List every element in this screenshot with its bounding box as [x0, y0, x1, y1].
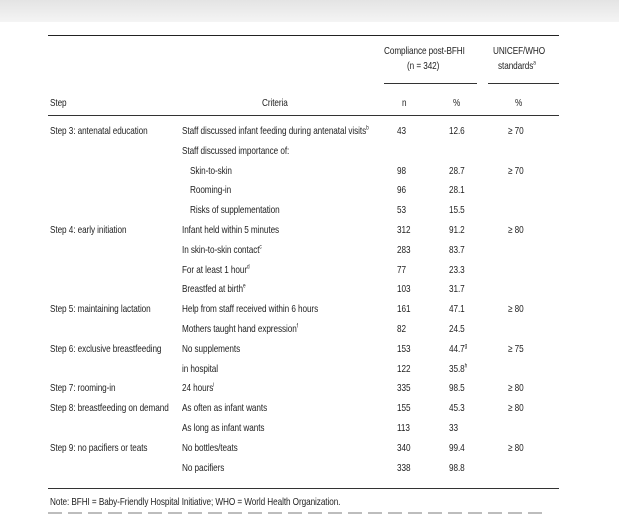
pct-cell-text: 23.3 — [449, 263, 465, 276]
std-cell — [508, 125, 524, 137]
n-cell-text: 122 — [397, 362, 411, 375]
n-cell-text: 340 — [397, 441, 411, 454]
criteria-cell-text: Staff discussed infant feeding during antenatal visits — [182, 125, 367, 137]
compliance-group-rule — [384, 83, 477, 84]
n-cell — [397, 343, 410, 355]
pct-cell-text: 91.2 — [449, 224, 465, 236]
pct-cell — [449, 363, 467, 375]
std-cell — [508, 224, 524, 236]
n-cell — [397, 184, 406, 196]
pct-cell — [449, 224, 465, 236]
criteria-cell-text: As long as infant wants — [182, 422, 265, 434]
n-cell — [397, 323, 406, 335]
footnote-mark: e — [242, 283, 246, 290]
std-cell-text: ≥ 80 — [508, 441, 524, 454]
pct-cell-text: 15.5 — [449, 204, 465, 217]
n-cell-text: 103 — [397, 283, 411, 296]
col-header-n: n — [402, 97, 407, 109]
criteria-cell-text: Breastfed at birth — [182, 283, 243, 296]
table-note: Note: BFHI = Baby-Friendly Hospital Initiative; WHO = World Health Organization. — [50, 496, 341, 508]
criteria-cell — [182, 303, 318, 315]
criteria-cell-text: in hospital — [182, 362, 219, 375]
pct-cell — [449, 283, 465, 295]
step-cell-text: Step 8: breastfeeding on demand — [50, 402, 169, 415]
step-cell — [50, 343, 161, 355]
step-cell-text: Step 3: antenatal education — [50, 125, 148, 137]
unicef-standards-header — [498, 60, 536, 72]
std-cell — [508, 165, 524, 177]
criteria-cell-text: No supplements — [182, 342, 241, 355]
pct-cell-text: 28.1 — [449, 184, 465, 197]
compliance-n-header — [407, 60, 439, 72]
pct-cell — [449, 343, 467, 355]
criteria-cell-text: Rooming-in — [190, 184, 232, 197]
step-cell-text: Step 4: early initiation — [50, 224, 127, 236]
criteria-cell-text: Risks of supplementation — [190, 204, 280, 217]
n-cell-text: 312 — [397, 224, 411, 236]
n-cell — [397, 204, 406, 216]
col-header-criteria: Criteria — [262, 97, 288, 109]
criteria-cell-text: Mothers taught hand expression — [182, 323, 297, 335]
criteria-cell — [190, 165, 232, 177]
std-cell — [508, 382, 524, 394]
std-cell-text: ≥ 80 — [508, 224, 524, 236]
step-cell — [50, 382, 116, 394]
n-cell — [397, 462, 410, 474]
n-cell — [397, 224, 410, 236]
pct-cell-text: 83.7 — [449, 243, 465, 256]
pct-cell — [449, 462, 465, 474]
unicef-header-line1: UNICEF/WHO — [493, 45, 546, 57]
pct-cell — [449, 422, 458, 434]
criteria-cell — [182, 125, 369, 137]
criteria-cell-text: Help from staff received within 6 hours — [182, 303, 319, 316]
criteria-cell-text: No bottles/teats — [182, 441, 238, 454]
criteria-cell-text: Staff discussed importance of: — [182, 144, 290, 157]
std-cell-text: ≥ 80 — [508, 402, 524, 415]
n-cell — [397, 363, 410, 375]
pct-cell-text: 44.7 — [449, 342, 465, 355]
n-cell-text: 155 — [397, 402, 411, 415]
pct-cell-text: 35.8 — [449, 362, 465, 375]
unicef-group-rule — [488, 83, 559, 84]
unicef-header — [493, 45, 545, 57]
pct-cell-text: 33 — [449, 422, 458, 434]
unicef-header-footnote-mark: a — [533, 60, 536, 67]
col-header-std-pct: % — [515, 97, 523, 109]
criteria-cell — [182, 323, 298, 335]
std-cell — [508, 303, 524, 315]
std-cell — [508, 343, 524, 355]
criteria-cell — [182, 363, 218, 375]
pct-cell-text: 98.8 — [449, 461, 465, 474]
pct-cell-text: 47.1 — [449, 303, 465, 316]
step-cell-text: Step 5: maintaining lactation — [50, 303, 151, 316]
criteria-cell-text: Skin-to-skin — [190, 164, 232, 177]
criteria-cell-text: As often as infant wants — [182, 402, 268, 415]
n-cell-text: 113 — [397, 422, 410, 434]
pct-cell-text: 28.7 — [449, 164, 465, 177]
pct-cell — [449, 442, 465, 454]
footnote-mark: h — [464, 363, 468, 370]
pct-cell-text: 45.3 — [449, 402, 465, 415]
step-cell — [50, 224, 126, 236]
criteria-cell — [182, 422, 264, 434]
step-cell — [50, 125, 148, 137]
n-cell-text: 161 — [397, 303, 411, 316]
compliance-header-line1: Compliance post-BFHI — [384, 45, 465, 57]
viewer-top-bar — [0, 0, 619, 22]
footnote-mark: c — [259, 244, 262, 251]
n-cell-text: 77 — [397, 263, 406, 276]
col-header-step: Step — [50, 97, 67, 109]
pct-cell-text: 98.5 — [449, 382, 465, 395]
footnote-mark: b — [366, 125, 369, 132]
cut-off-text-line — [48, 512, 548, 514]
pct-cell — [449, 323, 465, 335]
n-cell — [397, 402, 410, 414]
criteria-cell-text: 24 hours — [182, 382, 214, 395]
compliance-header-line2: (n = 342) — [407, 60, 440, 72]
n-cell-text: 43 — [397, 125, 406, 137]
std-cell — [508, 402, 524, 414]
criteria-cell — [182, 145, 289, 157]
footnote-mark: i — [213, 382, 215, 389]
n-cell — [397, 382, 410, 394]
n-cell — [397, 422, 410, 434]
footnote-mark: g — [464, 343, 468, 350]
header-bottom-rule — [48, 115, 559, 116]
criteria-cell-text: No pacifiers — [182, 461, 225, 474]
std-cell-text: ≥ 75 — [508, 342, 524, 355]
step-cell-text: Step 9: no pacifiers or teats — [50, 441, 148, 454]
table-top-rule — [48, 35, 559, 36]
pct-cell — [449, 303, 465, 315]
std-cell-text: ≥ 80 — [508, 382, 524, 395]
criteria-cell — [182, 402, 267, 414]
criteria-cell — [182, 462, 224, 474]
n-cell — [397, 125, 406, 137]
criteria-cell — [182, 244, 262, 256]
pct-cell — [449, 402, 465, 414]
pct-cell — [449, 264, 465, 276]
n-cell-text: 98 — [397, 164, 406, 177]
std-cell — [508, 442, 524, 454]
n-cell — [397, 442, 410, 454]
pct-cell-text: 24.5 — [449, 323, 465, 335]
criteria-cell — [190, 184, 231, 196]
criteria-cell — [182, 343, 240, 355]
n-cell-text: 335 — [397, 382, 411, 395]
table-bottom-rule — [48, 488, 559, 489]
pct-cell — [449, 125, 465, 137]
step-cell-text: Step 6: exclusive breastfeeding — [50, 342, 162, 355]
pct-cell — [449, 184, 465, 196]
step-cell — [50, 402, 169, 414]
n-cell-text: 338 — [397, 461, 411, 474]
std-cell-text: ≥ 70 — [508, 164, 524, 177]
n-cell — [397, 165, 406, 177]
pct-cell — [449, 165, 465, 177]
footnote-mark: d — [246, 264, 250, 271]
pct-cell-text: 99.4 — [449, 441, 465, 454]
pct-cell — [449, 244, 465, 256]
step-cell — [50, 442, 147, 454]
n-cell-text: 82 — [397, 323, 406, 335]
n-cell-text: 53 — [397, 204, 406, 217]
criteria-cell — [182, 224, 279, 236]
pct-cell — [449, 382, 465, 394]
pct-cell-text: 12.6 — [449, 125, 465, 137]
step-cell — [50, 303, 151, 315]
std-cell-text: ≥ 80 — [508, 303, 524, 316]
pct-cell — [449, 204, 465, 216]
n-cell — [397, 244, 410, 256]
n-cell — [397, 264, 406, 276]
criteria-cell — [190, 204, 280, 216]
std-cell-text: ≥ 70 — [508, 125, 524, 137]
n-cell-text: 153 — [397, 342, 411, 355]
footnote-mark: f — [296, 323, 298, 330]
criteria-cell-text: Infant held within 5 minutes — [182, 224, 280, 236]
criteria-cell-text: For at least 1 hour — [182, 263, 247, 276]
pct-cell-text: 31.7 — [449, 283, 465, 296]
criteria-cell — [182, 382, 214, 394]
criteria-cell — [182, 264, 250, 276]
n-cell — [397, 283, 410, 295]
n-cell-text: 96 — [397, 184, 406, 197]
n-cell — [397, 303, 410, 315]
step-cell-text: Step 7: rooming-in — [50, 382, 116, 395]
criteria-cell-text: In skin-to-skin contact — [182, 243, 260, 256]
criteria-cell — [182, 442, 238, 454]
col-header-pct: % — [453, 97, 461, 109]
criteria-cell — [182, 283, 246, 295]
n-cell-text: 283 — [397, 243, 411, 256]
unicef-header-line2: standards — [498, 60, 534, 72]
compliance-header — [384, 45, 465, 57]
